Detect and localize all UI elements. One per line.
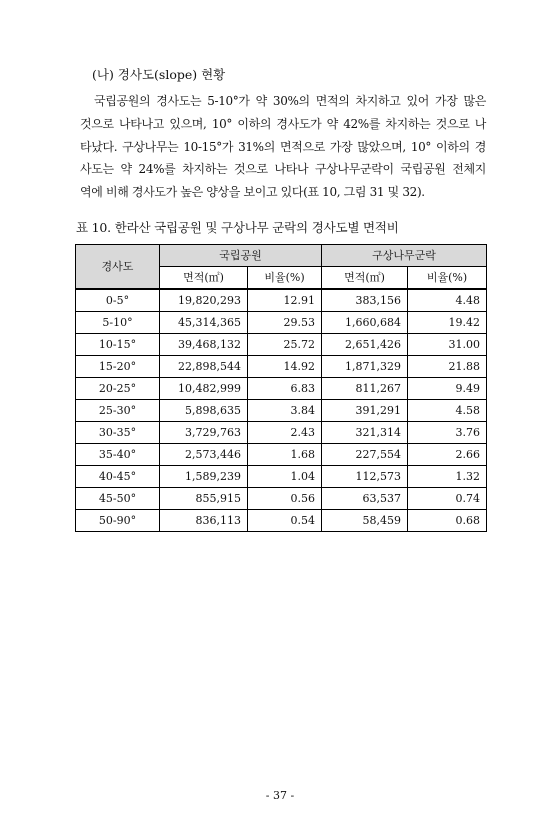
cell-park-ratio: 6.83 — [248, 378, 322, 400]
table-row — [76, 466, 487, 488]
cell-fir-area: 383,156 — [322, 289, 408, 312]
paragraph-line: 역에 비해 경사도가 높은 양상을 보이고 있다(표 10, 그림 31 및 32). — [80, 185, 425, 200]
header-fir-area: 면적(㎡) — [322, 267, 408, 290]
cell-slope: 15-20° — [76, 356, 160, 378]
cell-fir-area: 391,291 — [322, 400, 408, 422]
header-park-area: 면적(㎡) — [160, 267, 248, 290]
header-fir-ratio: 비율(%) — [408, 267, 487, 290]
cell-fir-area: 1,660,684 — [322, 312, 408, 334]
cell-park-area: 19,820,293 — [160, 289, 248, 312]
section-heading: (나) 경사도(slope) 현황 — [92, 67, 226, 82]
cell-fir-ratio: 1.32 — [408, 466, 487, 488]
paragraph-line: 국립공원의 경사도는 5-10°가 약 30%의 면적의 차지하고 있어 가장 많은 — [94, 94, 486, 108]
cell-park-ratio: 25.72 — [248, 334, 322, 356]
table-row — [76, 422, 487, 444]
cell-fir-area: 63,537 — [322, 488, 408, 510]
slope-area-table — [75, 244, 487, 532]
paragraph-line: 타났다. 구상나무는 10-15°가 31%의 면적으로 가장 많았으며, 10° 이하의 경 — [80, 139, 486, 154]
header-row-groups — [76, 245, 487, 267]
cell-fir-area: 112,573 — [322, 466, 408, 488]
cell-slope: 35-40° — [76, 444, 160, 466]
cell-fir-ratio: 0.74 — [408, 488, 487, 510]
paragraph-line: 사도는 약 24%를 차지하는 것으로 나타나 구상나무군락이 국립공원 전체지 — [80, 162, 486, 177]
cell-park-area: 10,482,999 — [160, 378, 248, 400]
cell-park-area: 39,468,132 — [160, 334, 248, 356]
cell-park-area: 836,113 — [160, 510, 248, 532]
cell-fir-ratio: 0.68 — [408, 510, 487, 532]
cell-fir-area: 1,871,329 — [322, 356, 408, 378]
header-fir-community: 구상나무군락 — [322, 245, 487, 267]
cell-fir-ratio: 2.66 — [408, 444, 487, 466]
cell-fir-area: 227,554 — [322, 444, 408, 466]
cell-park-ratio: 29.53 — [248, 312, 322, 334]
cell-park-area: 5,898,635 — [160, 400, 248, 422]
table-caption: 표 10. 한라산 국립공원 및 구상나무 군락의 경사도별 면적비 — [76, 220, 399, 235]
cell-park-area: 1,589,239 — [160, 466, 248, 488]
cell-park-ratio: 3.84 — [248, 400, 322, 422]
cell-park-area: 855,915 — [160, 488, 248, 510]
table-row — [76, 378, 487, 400]
header-park-ratio: 비율(%) — [248, 267, 322, 290]
table-row — [76, 510, 487, 532]
cell-park-area: 45,314,365 — [160, 312, 248, 334]
cell-park-ratio: 0.56 — [248, 488, 322, 510]
cell-park-area: 22,898,544 — [160, 356, 248, 378]
table-row — [76, 334, 487, 356]
table-row — [76, 488, 487, 510]
cell-slope: 30-35° — [76, 422, 160, 444]
cell-slope: 5-10° — [76, 312, 160, 334]
cell-park-ratio: 1.04 — [248, 466, 322, 488]
cell-fir-area: 58,459 — [322, 510, 408, 532]
body-paragraph — [80, 90, 486, 204]
cell-slope: 50-90° — [76, 510, 160, 532]
cell-park-ratio: 1.68 — [248, 444, 322, 466]
cell-fir-area: 321,314 — [322, 422, 408, 444]
cell-slope: 0-5° — [76, 289, 160, 312]
cell-fir-ratio: 4.48 — [408, 289, 487, 312]
cell-fir-ratio: 19.42 — [408, 312, 487, 334]
cell-fir-ratio: 9.49 — [408, 378, 487, 400]
cell-park-ratio: 14.92 — [248, 356, 322, 378]
paragraph-line: 것으로 나타나고 있으며, 10° 이하의 경사도가 약 42%를 차지하는 것으로 나 — [80, 116, 486, 131]
header-national-park: 국립공원 — [160, 245, 322, 267]
table-row — [76, 444, 487, 466]
cell-slope: 25-30° — [76, 400, 160, 422]
cell-fir-area: 811,267 — [322, 378, 408, 400]
cell-park-ratio: 12.91 — [248, 289, 322, 312]
cell-slope: 10-15° — [76, 334, 160, 356]
cell-fir-ratio: 4.58 — [408, 400, 487, 422]
page-number: - 37 - — [265, 789, 295, 802]
table-header — [76, 245, 487, 290]
cell-park-area: 3,729,763 — [160, 422, 248, 444]
cell-park-ratio: 2.43 — [248, 422, 322, 444]
cell-fir-ratio: 21.88 — [408, 356, 487, 378]
cell-fir-area: 2,651,426 — [322, 334, 408, 356]
cell-park-area: 2,573,446 — [160, 444, 248, 466]
cell-park-ratio: 0.54 — [248, 510, 322, 532]
header-slope: 경사도 — [76, 245, 160, 290]
cell-fir-ratio: 3.76 — [408, 422, 487, 444]
cell-slope: 45-50° — [76, 488, 160, 510]
table-row — [76, 356, 487, 378]
table-row — [76, 400, 487, 422]
cell-slope: 20-25° — [76, 378, 160, 400]
table-body — [76, 289, 487, 532]
cell-slope: 40-45° — [76, 466, 160, 488]
table-row — [76, 312, 487, 334]
cell-fir-ratio: 31.00 — [408, 334, 487, 356]
table-row — [76, 289, 487, 312]
